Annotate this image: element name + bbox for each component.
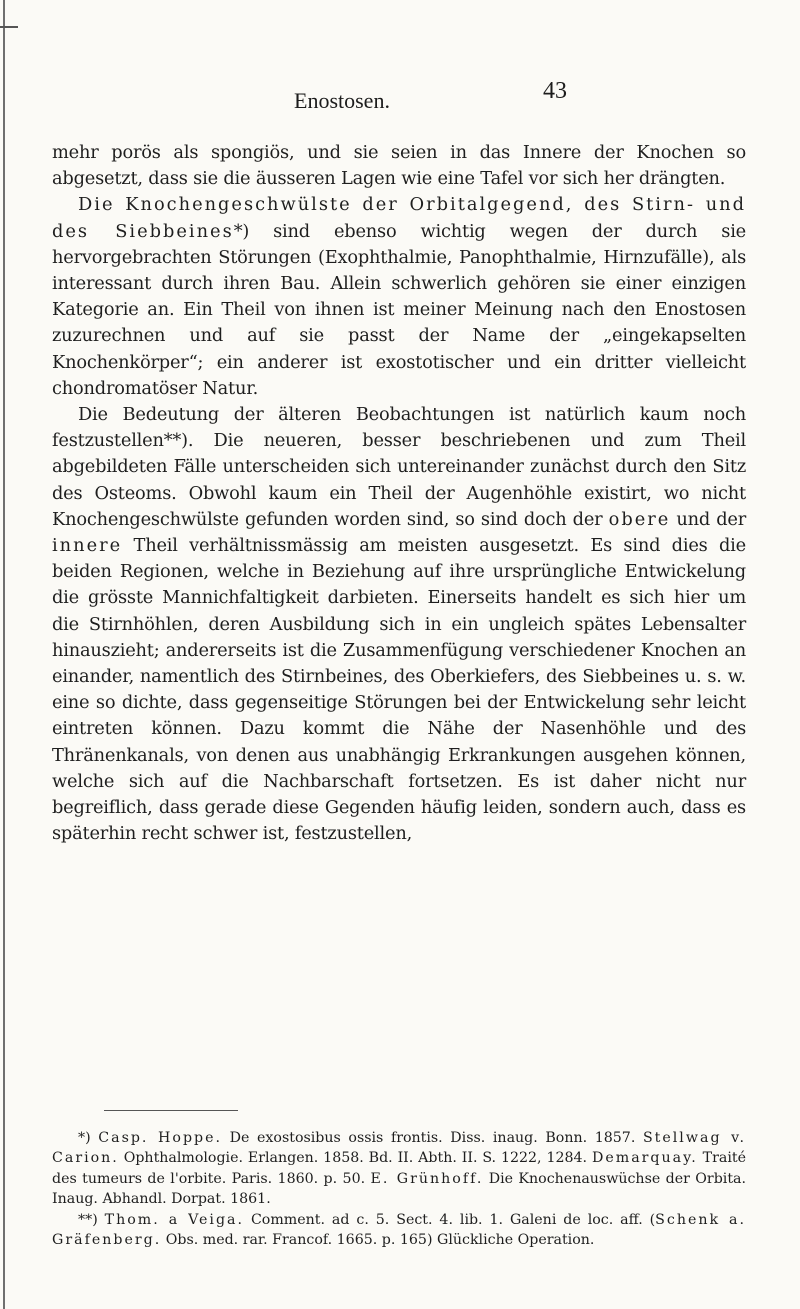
paragraph-2 [52, 192, 746, 402]
footnote-1-marker: *) [78, 1130, 99, 1146]
paragraph-2-body: *) sind ebenso wichtig wegen der durch sie hervorgebrachten Störungen (Exophthalmie, Panophthalmie, Hirnzufälle), als interessant durch ihren Bau. Allein schwerlich gehören sie einer einzigen Kategorie an. Ein Theil von ihnen ist meiner Meinung nach den Enostosen zuzurechnen und auf sie passt der Name der „eingekapselten Knochenkörper“; ein anderer ist exostotischer und ein dritter vielleicht chondromatöser Natur. [52, 220, 746, 399]
emphasis-obere: obere [608, 508, 671, 530]
running-head: Enostosen. [294, 88, 390, 113]
footnote-1-text-c: Traité des tumeurs de l'orbite. Paris. 1860. p. 50. [52, 1150, 746, 1187]
footnote-2-text-a: Comment. ad c. 5. Sect. 4. lib. 1. Galeni de loc. aff. ( [244, 1211, 656, 1228]
footnote-divider [104, 1110, 238, 1111]
page-corner-mark [0, 26, 18, 28]
paragraph-1: mehr porös als spongiös, und sie seien in das Innere der Knochen so abgesetzt, dass sie die äusseren Lagen wie eine Tafel vor sich her drängten. [52, 142, 746, 190]
footnote-1 [52, 1128, 746, 1210]
footnotes [52, 1128, 746, 1250]
page-edge-line [3, 0, 5, 1309]
footnote-1-author-4: E. Grünhoff. [370, 1170, 484, 1187]
footnote-1-author-1: Casp. Hoppe. [98, 1130, 223, 1146]
paragraph-3-part-a: Die Bedeutung der älteren Beobachtungen ist natürlich kaum noch festzustellen**). Die neueren, besser beschriebenen und zum Theil abgebildeten Fälle unterscheiden sich untereinander zunächst durch den Sitz des Osteoms. Obwohl kaum ein Theil der Augenhöhle existirt, wo nicht Knochengeschwülste gefunden worden sind, so sind doch der [52, 404, 746, 530]
main-text [52, 140, 746, 847]
footnote-1-author-2: Stellwag v. Carion. [52, 1130, 746, 1167]
footnote-1-text-b: Ophthalmologie. Erlangen. 1858. Bd. II. Abth. II. S. 1222, 1284. [118, 1150, 592, 1167]
footnote-2-author-2: Schenk a. Gräfenberg. [52, 1211, 747, 1249]
emphasis-innere: innere [52, 535, 123, 557]
footnote-1-author-3: Demarquay. [591, 1150, 698, 1167]
footnote-1-text-a: De exostosibus ossis frontis. Diss. inaug. Bonn. 1857. [222, 1130, 643, 1146]
paragraph-3-connector: und der [676, 508, 747, 530]
page-number: 43 [543, 78, 567, 104]
footnote-1-text-d: Die Knochenauswüchse der Orbita. Inaug. Abhandl. Dorpat. 1861. [52, 1170, 746, 1208]
paragraph-3 [52, 402, 746, 847]
footnote-2-marker: **) [78, 1211, 105, 1228]
paragraph-2-lead: Die Knochengeschwülste der Orbitalgegend, des Stirn- und des Siebbeines [52, 194, 746, 242]
footnote-2-author-1: Thom. a Veiga. [104, 1211, 245, 1228]
footnote-2 [52, 1210, 746, 1251]
footnote-2-text-b: Obs. med. rar. Francof. 1665. p. 165) Glückliche Operation. [161, 1232, 595, 1249]
paragraph-3-part-b: Theil verhältnissmässig am meisten ausgesetzt. Es sind dies die beiden Regionen, welche in Beziehung auf ihre ursprüngliche Entwickelung die grösste Mannichfaltigkeit darbieten. Einerseits handelt es sich hier um die Stirnhöhlen, deren Ausbildung sich in ein ungleich spätes Lebensalter hinauszieht; andererseits ist die Zusammenfügung verschiedener Knochen an einander, namentlich des Stirnbeines, des Oberkiefers, des Siebbeines u. s. w. eine so dichte, dass gegenseitige Störungen bei der Entwickelung sehr leicht eintreten können. Dazu kommt die Nähe der Nasenhöhle und des Thränenkanals, von denen aus unabhängig Erkrankungen ausgehen können, welche sich auf die Nachbarschaft fortsetzen. Es ist daher nicht nur begreiflich, dass gerade diese Gegenden häufig leiden, sondern auch, dass es späterhin recht schwer ist, festzustellen, [52, 535, 746, 845]
